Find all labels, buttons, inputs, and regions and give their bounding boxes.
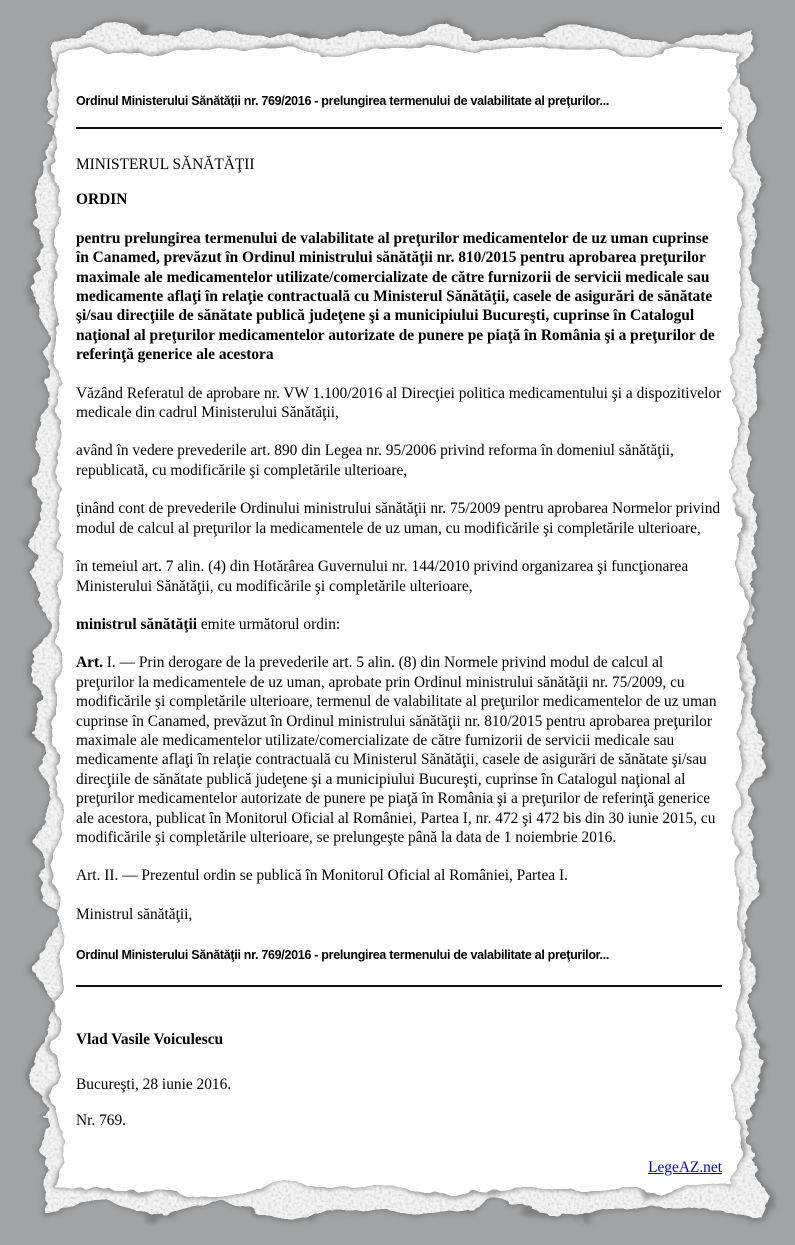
order-subtitle: pentru prelungirea termenului de valabilitate al preţurilor medicamentelor de uz uman cuprinse în Canamed, prevăzut în Ordinul ministrului sănătăţii nr. 810/2015 pentru aprobarea preţurilor maximale ale medicamentelor utilizate/comercializate de către furnizorii de servicii medicale sau medicamente aflaţi în relaţie contractuală cu Ministerul Sănătăţii, casele de asigurări de sănătate şi/sau direcţiile de sănătate publică judeţene şi a municipiului Bucureşti, cuprinse în Catalogul naţional al preţurilor medicamentelor autorizate de punere pe piaţă în România şi a preţurilor de referinţă generice ale acestora — [76, 229, 715, 364]
ministry-name: MINISTERUL SĂNĂTĂŢII — [76, 156, 255, 173]
bottom-divider — [76, 985, 722, 987]
issue-line — [76, 615, 722, 634]
title-divider — [76, 127, 722, 129]
order-number: Nr. 769. — [76, 1112, 127, 1129]
article-2: Art. II. — Prezentul ordin se publică în Monitorul Oficial al României, Partea I. — [76, 867, 568, 885]
footer-link-row — [76, 1158, 722, 1177]
signature-intro: Ministrul sănătăţii, — [76, 905, 193, 923]
preamble-paragraph-hg-144: în temeiul art. 7 alin. (4) din Hotărârea Guvernului nr. 144/2010 privind organizarea şi funcţionarea Ministerului Sănătăţii, cu modificările şi completările ulterioare, — [76, 558, 689, 595]
article-1-text: I. — Prin derogare de la prevederile art. 5 alin. (8) din Normele privind modul de calcul al preţurilor la medicamentele de uz uman, aprobate prin Ordinul ministrului sănătăţii nr. 75/2009, cu modificările şi completările ulterioare, termenul de valabilitate al preţurilor medicamentelor de uz uman cuprinse în Canamed, prevăzut în Ordinul ministrului sănătăţii nr. 810/2015 pentru aprobarea preţurilor maximale ale medicamentelor utilizate/comercializate de către furnizorii de servicii medicale sau medicamente aflaţi în relaţie contractuală cu Ministerul Sănătăţii, casele de asigurări de sănătate şi/sau direcţiile de sănătate publică judeţene şi a municipiului Bucureşti, cuprinse în Catalogul naţional al preţurilor medicamentelor autorizate de punere pe piaţă în România şi a preţurilor de referinţă generice ale acestora, publicat în Monitorul Oficial al României, Partea I, nr. 472 şi 472 bis din 30 iunie 2015, cu modificările şi completările ulterioare, se prelungeşte până la data de 1 noiembrie 2016. — [76, 654, 717, 846]
article-1-label: Art. — [76, 654, 103, 672]
signatory-name: Vlad Vasile Voiculescu — [76, 1031, 224, 1049]
preamble-paragraph-legea-95: având în vedere prevederile art. 890 din Legea nr. 95/2006 privind reforma în domeniul sănătăţii, republicată, cu modificările şi completările ulterioare, — [76, 442, 674, 479]
page-title: Ordinul Ministerului Sănătăţii nr. 769/2016 - prelungirea termenului de valabilitate al preţurilor... — [76, 94, 610, 108]
place-date-line: Bucureşti, 28 iunie 2016. — [76, 1075, 232, 1093]
preamble-paragraph-ordin-75: ţinând cont de prevederile Ordinului ministrului sănătăţii nr. 75/2009 pentru aprobarea Normelor privind modul de calcul al preţurilor la medicamentele de uz uman, cu modificările şi completările ulterioare, — [76, 500, 721, 537]
legeaz-link[interactable]: LegeAZ.net — [648, 1159, 722, 1177]
order-heading: ORDIN — [76, 191, 128, 209]
repeat-page-title: Ordinul Ministerului Sănătăţii nr. 769/2016 - prelungirea termenului de valabilitate al preţurilor... — [76, 948, 610, 963]
article-1 — [76, 653, 722, 847]
issue-line-bold: ministrul sănătăţii — [76, 615, 197, 633]
document-page — [76, 0, 722, 1178]
preamble-paragraph-referat: Văzând Referatul de aprobare nr. VW 1.100/2016 al Direcţiei politica medicamentului şi a dispozitivelor medicale din cadrul Ministerului Sănătăţii, — [76, 384, 722, 422]
issue-line-rest: emite următorul ordin: — [197, 615, 341, 633]
